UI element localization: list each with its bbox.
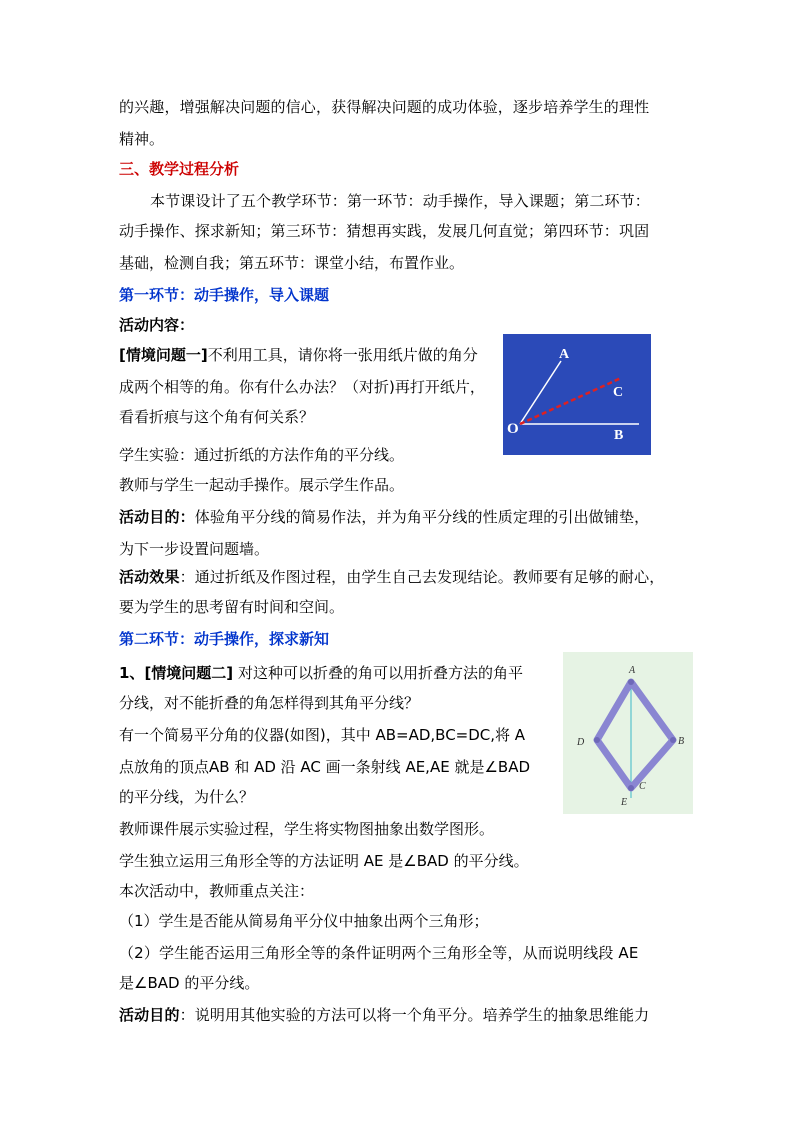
paragraph-line: 教师与学生一起动手操作。展示学生作品。 <box>119 476 405 494</box>
paragraph-line <box>119 1004 649 1026</box>
paragraph-line: 为下一步设置问题墙。 <box>119 540 270 558</box>
label-c: C <box>639 781 646 792</box>
scenario-text: 对这种可以折叠的角可以用折叠方法的角平 <box>237 664 523 682</box>
joint-c <box>628 785 634 791</box>
label-d: D <box>577 737 585 748</box>
joint-b <box>670 737 676 743</box>
angle-fold-figure <box>503 334 651 455</box>
paragraph-line: 本次活动中，教师重点关注： <box>119 882 315 900</box>
paragraph-line: 教师课件展示实验过程，学生将实物图抽象出数学图形。 <box>119 820 495 838</box>
paragraph-line: 点放角的顶点AB 和 AD 沿 AC 画一条射线 AE,AE 就是∠BAD <box>119 758 531 776</box>
scenario-label: [情境问题二] <box>144 664 234 682</box>
subsection-heading: 第一环节：动手操作，导入课题 <box>119 286 330 304</box>
list-item: （1）学生是否能从简易角平分仪中抽象出两个三角形； <box>119 912 489 930</box>
paragraph-line: 精神。 <box>119 130 165 148</box>
goal-text: 体验角平分线的简易作法，并为角平分线的性质定理的引出做铺垫， <box>194 508 650 526</box>
effect-text: ：通过折纸及作图过程，由学生自己去发现结论。教师要有足够的耐心， <box>179 568 665 586</box>
label-o: O <box>507 421 519 437</box>
label-b: B <box>614 428 624 443</box>
label-b: B <box>678 736 685 747</box>
joint-a <box>628 679 634 685</box>
goal-label: 活动目的 <box>119 1006 180 1024</box>
scenario-label: [情境问题一] <box>119 346 208 364</box>
paragraph-line: 本节课设计了五个教学环节：第一环节：动手操作，导入课题；第二环节： <box>150 192 650 210</box>
angle-bisector-instrument-figure <box>563 652 693 814</box>
figure-background <box>503 334 651 455</box>
paragraph-line: 分线，对不能折叠的角怎样得到其角平分线？ <box>119 694 420 712</box>
item-number: 1、 <box>119 664 145 682</box>
paragraph-line <box>119 506 649 528</box>
goal-text: ：说明用其他实验的方法可以将一个角平分。培养学生的抽象思维能力 <box>179 1006 650 1024</box>
paragraph-line: 动手操作、探求新知；第三环节：猜想再实践，发展几何直觉；第四环节：巩固 <box>119 222 650 240</box>
section-heading: 三、教学过程分析 <box>119 160 240 178</box>
goal-label: 活动目的： <box>119 508 195 526</box>
list-item: （2）学生能否运用三角形全等的条件证明两个三角形全等，从而说明线段 AE <box>119 944 639 962</box>
label-e: E <box>621 797 628 808</box>
paragraph-line: 学生实验：通过折纸的方法作角的平分线。 <box>119 446 405 464</box>
scenario-text: 不利用工具，请你将一张用纸片做的角分 <box>207 346 478 364</box>
paragraph-line: 成两个相等的角。你有什么办法？（对折)再打开纸片， <box>119 378 485 396</box>
paragraph-line: 的平分线，为什么？ <box>119 788 255 806</box>
subsection-heading: 第二环节：动手操作，探求新知 <box>119 630 330 648</box>
paragraph-line: 要为学生的思考留有时间和空间。 <box>119 598 345 616</box>
paragraph-line: 基础，检测自我；第五环节：课堂小结，布置作业。 <box>119 254 465 272</box>
paragraph-line <box>119 344 478 366</box>
joint-d <box>594 737 600 743</box>
paragraph-line: 是∠BAD 的平分线。 <box>119 974 260 992</box>
paragraph-line: 的兴趣，增强解决问题的信心，获得解决问题的成功体验，逐步培养学生的理性 <box>119 98 650 116</box>
label-a: A <box>629 665 636 676</box>
paragraph-line: 学生独立运用三角形全等的方法证明 AE 是∠BAD 的平分线。 <box>119 852 529 870</box>
paragraph-line <box>119 662 523 684</box>
label-c: C <box>613 385 624 400</box>
paragraph-line: 有一个简易平分角的仪器(如图)，其中 AB=AD,BC=DC,将 A <box>119 726 526 744</box>
label-a: A <box>559 347 570 362</box>
effect-label: 活动效果 <box>119 568 180 586</box>
label-activity-content: 活动内容： <box>119 316 195 334</box>
paragraph-line: 看看折痕与这个角有何关系？ <box>119 408 315 426</box>
paragraph-line <box>119 566 664 588</box>
